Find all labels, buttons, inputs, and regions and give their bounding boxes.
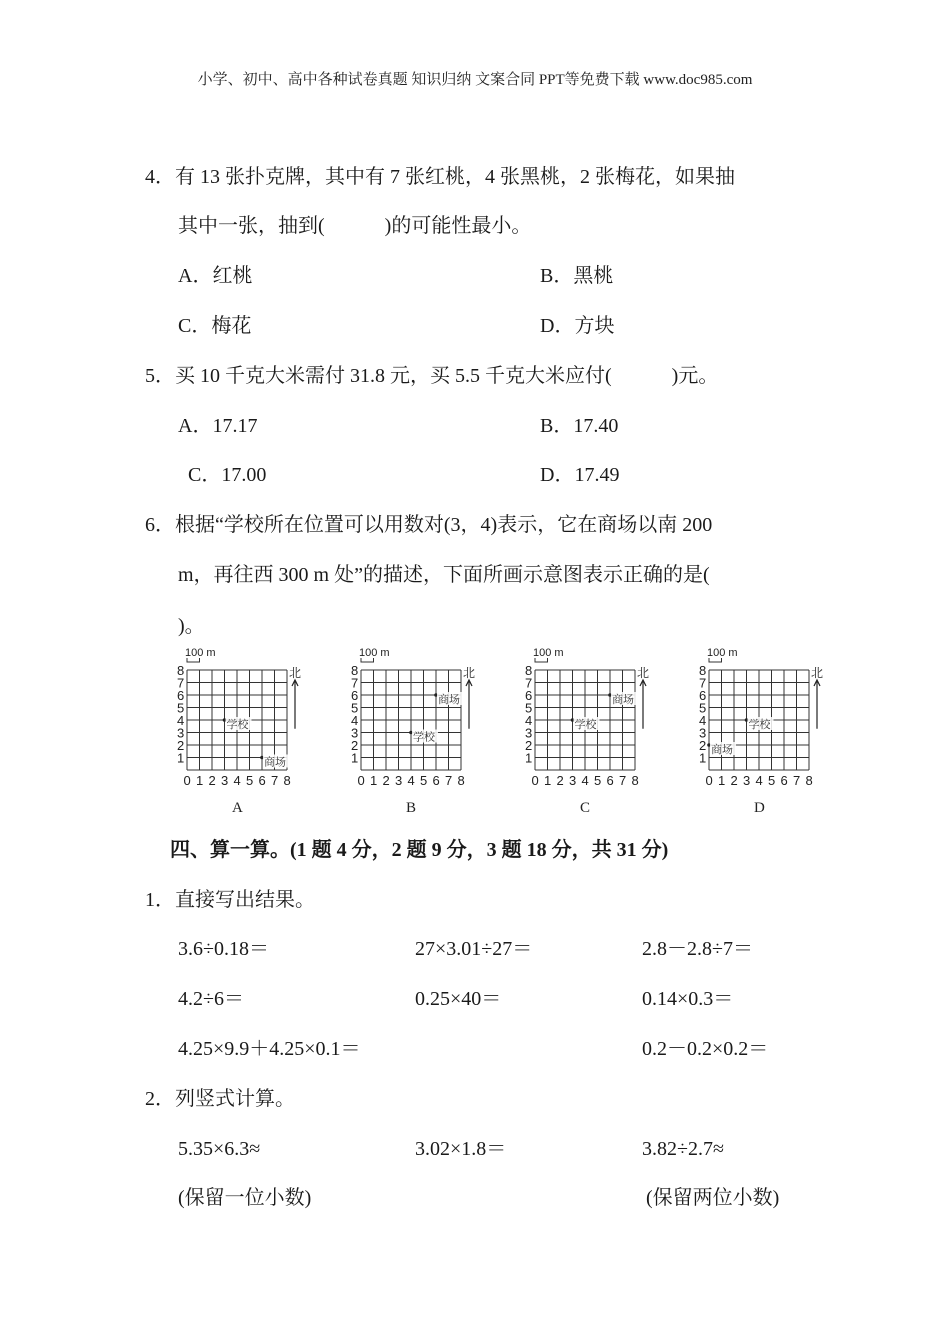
y-tick-label: 7 (525, 675, 533, 691)
q5-option-a[interactable]: A．17.17 (178, 415, 258, 437)
x-tick-label: 8 (631, 773, 639, 788)
x-tick-label: 2 (556, 773, 564, 788)
y-tick-label: 6 (525, 688, 533, 703)
x-tick-label: 8 (283, 773, 291, 788)
scale-label: 100 m (185, 647, 216, 659)
y-tick-label: 8 (351, 663, 359, 678)
calc-r2-c1: 4.2÷6＝ (178, 988, 244, 1010)
y-tick-label: 3 (177, 725, 185, 741)
x-tick-label: 6 (258, 773, 266, 788)
mall-label: 商场 (264, 756, 286, 769)
y-tick-label: 2 (351, 738, 359, 753)
x-tick-label: 7 (445, 773, 453, 788)
x-tick-label: 3 (569, 773, 577, 788)
y-tick-label: 4 (525, 713, 533, 728)
q5-line1: 5．买 10 千克大米需付 31.8 元，买 5.5 千克大米应付( )元。 (145, 365, 719, 387)
y-tick-label: 7 (699, 675, 707, 691)
y-tick-label: 7 (351, 675, 359, 691)
x-tick-label: 5 (768, 773, 776, 788)
y-tick-label: 3 (525, 725, 533, 741)
coordinate-diagrams (165, 645, 845, 825)
section4-q1-title: 1．直接写出结果。 (145, 889, 315, 911)
q4-option-a[interactable]: A．红桃 (178, 265, 253, 287)
y-tick-label: 5 (525, 700, 533, 716)
x-tick-label: 2 (730, 773, 738, 788)
diagram-a (177, 647, 301, 816)
school-label: 学校 (574, 719, 597, 731)
section4-q2-title: 2．列竖式计算。 (145, 1088, 295, 1110)
x-tick-label: 5 (594, 773, 602, 788)
q4-option-c[interactable]: C．梅花 (178, 315, 252, 337)
x-tick-label: 1 (370, 773, 378, 788)
x-tick-label: 7 (271, 773, 279, 788)
rounding-note-2: (保留两位小数) (646, 1187, 780, 1209)
x-tick-label: 0 (183, 773, 191, 788)
mall-label: 商场 (612, 694, 634, 706)
school-label: 学校 (413, 731, 435, 744)
y-tick-label: 6 (699, 688, 707, 703)
x-tick-label: 0 (531, 773, 539, 788)
y-tick-label: 4 (351, 713, 359, 728)
x-tick-label: 2 (382, 773, 390, 788)
diagram-c (525, 647, 649, 816)
diagram-caption: D (754, 800, 765, 816)
x-tick-label: 0 (357, 773, 365, 788)
x-tick-label: 2 (208, 773, 216, 788)
y-tick-label: 2 (177, 738, 185, 753)
x-tick-label: 6 (432, 773, 440, 788)
x-tick-label: 7 (793, 773, 801, 788)
diagram-caption: A (232, 800, 243, 816)
y-tick-label: 5 (699, 700, 707, 716)
y-tick-label: 5 (177, 700, 185, 716)
q5-option-d[interactable]: D．17.49 (540, 464, 620, 486)
page-header: 小学、初中、高中各种试卷真题 知识归纳 文案合同 PPT等免费下载 www.doc985.com (197, 72, 753, 88)
q6-line2: m，再往西 300 m 处”的描述，下面所画示意图表示正确的是( (178, 564, 710, 586)
calc-r1-c2: 27×3.01÷27＝ (415, 938, 533, 960)
x-tick-label: 1 (718, 773, 726, 788)
x-tick-label: 7 (619, 773, 627, 788)
q4-option-b[interactable]: B．黑桃 (540, 265, 614, 287)
q4-line2: 其中一张，抽到( )的可能性最小。 (178, 215, 532, 237)
q4-line1: 4．有 13 张扑克牌，其中有 7 张红桃，4 张黑桃，2 张梅花，如果抽 (145, 166, 735, 188)
q4-option-d[interactable]: D．方块 (540, 315, 615, 337)
y-tick-label: 6 (177, 688, 185, 703)
x-tick-label: 5 (246, 773, 254, 788)
north-label: 北 (637, 666, 650, 680)
x-tick-label: 1 (196, 773, 204, 788)
mall-label: 商场 (711, 744, 733, 756)
calc-r1-c3: 2.8－2.8÷7＝ (642, 938, 753, 960)
calc-r2-c2: 0.25×40＝ (415, 988, 502, 1010)
vertical-calc-2: 3.02×1.8＝ (415, 1138, 507, 1160)
x-tick-label: 6 (780, 773, 788, 788)
y-tick-label: 7 (177, 675, 185, 691)
x-tick-label: 4 (407, 773, 415, 788)
x-tick-label: 4 (581, 773, 589, 788)
x-tick-label: 5 (420, 773, 428, 788)
vertical-calc-3: 3.82÷2.7≈ (642, 1138, 724, 1160)
y-tick-label: 4 (699, 713, 707, 728)
q6-line3: )。 (178, 615, 205, 637)
diagram-caption: C (580, 800, 591, 816)
section4-title: 四、算一算。(1 题 4 分，2 题 9 分，3 题 18 分，共 31 分) (170, 839, 669, 861)
x-tick-label: 6 (606, 773, 614, 788)
x-tick-label: 8 (805, 773, 813, 788)
x-tick-label: 3 (395, 773, 403, 788)
x-tick-label: 4 (755, 773, 763, 788)
calc-r3-c1: 4.25×9.9＋4.25×0.1＝ (178, 1038, 361, 1060)
y-tick-label: 8 (525, 663, 533, 678)
x-tick-label: 3 (221, 773, 229, 788)
q5-option-b[interactable]: B．17.40 (540, 415, 619, 437)
diagram-b (351, 647, 475, 816)
y-tick-label: 2 (699, 738, 707, 753)
scale-label: 100 m (533, 647, 564, 659)
y-tick-label: 5 (351, 700, 359, 716)
school-label: 学校 (748, 719, 771, 731)
vertical-calc-1: 5.35×6.3≈ (178, 1138, 261, 1160)
y-tick-label: 1 (699, 750, 707, 766)
diagram-d (699, 647, 823, 816)
y-tick-label: 1 (525, 750, 533, 766)
x-tick-label: 3 (743, 773, 751, 788)
y-tick-label: 8 (177, 663, 185, 678)
calc-r1-c1: 3.6÷0.18＝ (178, 938, 269, 960)
north-label: 北 (289, 666, 302, 680)
y-tick-label: 1 (351, 750, 359, 766)
y-tick-label: 3 (351, 725, 359, 741)
mall-label: 商场 (438, 694, 460, 706)
diagram-caption: B (406, 800, 417, 816)
x-tick-label: 0 (705, 773, 713, 788)
y-tick-label: 4 (177, 713, 185, 728)
x-tick-label: 1 (544, 773, 552, 788)
scale-label: 100 m (359, 647, 390, 659)
north-label: 北 (811, 666, 824, 680)
y-tick-label: 8 (699, 663, 707, 678)
calc-r3-c3: 0.2－0.2×0.2＝ (642, 1038, 769, 1060)
school-label: 学校 (226, 719, 249, 731)
q6-line1: 6．根据“学校所在位置可以用数对(3，4)表示，它在商场以南 200 (145, 514, 713, 536)
x-tick-label: 4 (233, 773, 241, 788)
x-tick-label: 8 (457, 773, 465, 788)
q5-option-c[interactable]: C．17.00 (188, 464, 267, 486)
north-label: 北 (463, 666, 476, 680)
y-tick-label: 2 (525, 738, 533, 753)
y-tick-label: 6 (351, 688, 359, 703)
calc-r2-c3: 0.14×0.3＝ (642, 988, 734, 1010)
y-tick-label: 1 (177, 750, 185, 766)
rounding-note-1: (保留一位小数) (178, 1187, 312, 1209)
scale-label: 100 m (707, 647, 738, 659)
y-tick-label: 3 (699, 725, 707, 741)
